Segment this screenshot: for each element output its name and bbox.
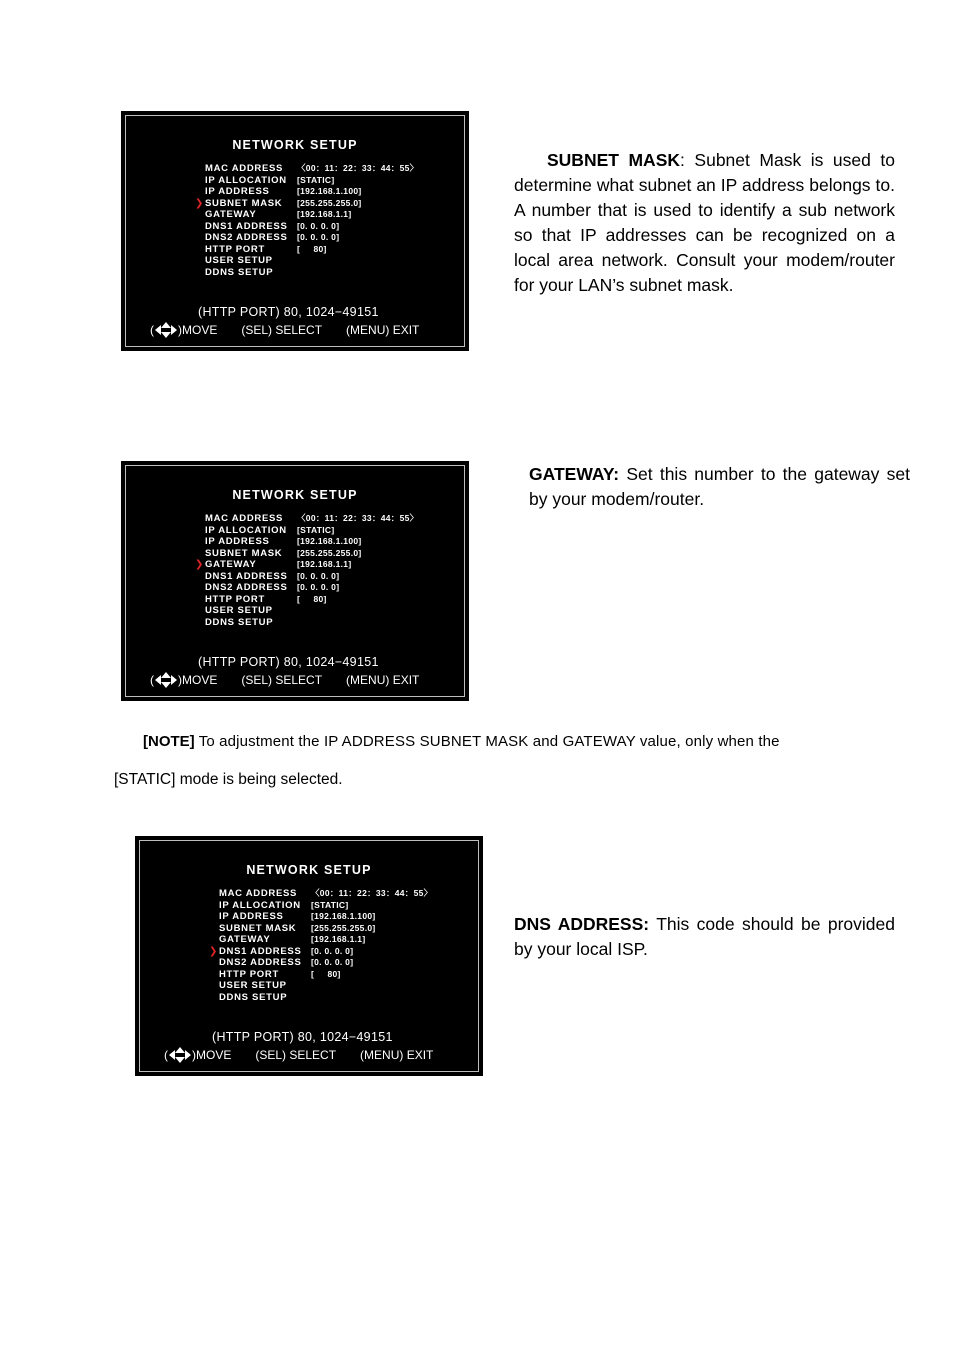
osd-menu-label: MAC ADDRESS xyxy=(205,163,284,174)
osd-menu-value: [255.255.255.0] xyxy=(297,547,362,558)
subnet-mask-term: SUBNET MASK xyxy=(547,150,681,170)
osd-menu-label: USER SETUP xyxy=(205,605,273,616)
osd-menu-label: IP ADDRESS xyxy=(219,911,284,922)
osd-footer-hints xyxy=(164,1047,457,1063)
dns-address-term: DNS ADDRESS: xyxy=(514,914,650,934)
osd-menu-label: IP ALLOCATION xyxy=(219,899,301,911)
osd-menu-value: [ 80] xyxy=(311,968,341,979)
osd-title: NETWORK SETUP xyxy=(232,488,358,502)
osd-menu-value: [192.168.1.1] xyxy=(297,559,352,569)
osd-http-port-range: (HTTP PORT) 80, 1024−49151 xyxy=(198,305,379,319)
osd-menu-label: DNS2 ADDRESS xyxy=(219,957,302,968)
direction-arrows-icon xyxy=(155,322,177,338)
osd-menu-label: HTTP PORT xyxy=(219,968,279,980)
osd-menu-label: DDNS SETUP xyxy=(205,616,274,628)
osd-menu-label: DNS2 ADDRESS xyxy=(205,582,288,593)
osd-menu-label: DDNS SETUP xyxy=(205,266,274,278)
move-hint: ( )MOVE xyxy=(164,1048,232,1062)
osd-footer-hints xyxy=(150,672,443,688)
osd-menu-value: [0. 0. 0. 0] xyxy=(297,570,340,581)
osd-http-port-range: (HTTP PORT) 80, 1024−49151 xyxy=(212,1030,393,1044)
note-line-2: [STATIC] mode is being selected. xyxy=(114,771,343,788)
osd-menu-label: IP ADDRESS xyxy=(205,536,270,547)
osd-menu-label: USER SETUP xyxy=(219,980,287,991)
osd-menu-value: [192.168.1.1] xyxy=(311,934,366,944)
exit-hint: (MENU) EXIT xyxy=(360,1048,434,1062)
move-hint: ( )MOVE xyxy=(150,673,218,687)
subnet-mask-description xyxy=(514,148,895,298)
exit-hint: (MENU) EXIT xyxy=(346,323,420,337)
note-line-2-block xyxy=(114,770,343,790)
move-hint-label: )MOVE xyxy=(192,1048,232,1062)
osd-menu-label: DNS1 ADDRESS xyxy=(205,570,288,582)
osd-menu-label: HTTP PORT xyxy=(205,593,265,605)
move-hint-label: )MOVE xyxy=(178,323,218,337)
osd-menu-label: SUBNET MASK xyxy=(219,922,297,934)
osd-menu-label: SUBNET MASK xyxy=(205,547,283,559)
osd-menu-label: DNS1 ADDRESS xyxy=(205,220,288,232)
exit-hint: (MENU) EXIT xyxy=(346,673,420,687)
select-hint: (SEL) SELECT xyxy=(241,323,323,337)
osd-http-port-range: (HTTP PORT) 80, 1024−49151 xyxy=(198,655,379,669)
osd-footer-hints xyxy=(150,322,443,338)
osd-menu-label: HTTP PORT xyxy=(205,243,265,255)
osd-menu-label: GATEWAY xyxy=(219,934,271,945)
gateway-term: GATEWAY: xyxy=(529,464,620,484)
osd-menu-label: DNS2 ADDRESS xyxy=(205,232,288,243)
osd-menu-label: DNS1 ADDRESS xyxy=(219,945,302,957)
osd-menu-value: [ 80] xyxy=(297,593,327,604)
selection-cursor-icon: ❯ xyxy=(209,945,218,957)
dns-address-text: This code should be provided by your local ISP. xyxy=(514,914,895,959)
osd-screenshot-gateway xyxy=(121,461,469,701)
note-line-1: To adjustment the IP ADDRESS SUBNET MASK and GATEWAY value, only when the xyxy=(194,733,780,750)
osd-menu-value: [STATIC] xyxy=(297,174,335,185)
osd-menu-value: [0. 0. 0. 0] xyxy=(297,582,340,592)
osd-menu-label: IP ALLOCATION xyxy=(205,524,287,536)
osd-menu-label: SUBNET MASK xyxy=(205,197,283,209)
osd-menu-value: [0. 0. 0. 0] xyxy=(297,232,340,242)
move-hint: ( )MOVE xyxy=(150,323,218,337)
osd-menu-value: [192.168.1.1] xyxy=(297,209,352,219)
osd-menu-value: [192.168.1.100] xyxy=(297,186,362,196)
osd-menu-label: USER SETUP xyxy=(205,255,273,266)
selection-cursor-icon: ❯ xyxy=(195,559,204,570)
dns-address-description xyxy=(514,912,895,962)
select-hint: (SEL) SELECT xyxy=(241,673,323,687)
osd-menu-value: [192.168.1.100] xyxy=(311,911,376,921)
osd-screenshot-subnet-mask xyxy=(121,111,469,351)
select-hint: (SEL) SELECT xyxy=(255,1048,337,1062)
osd-menu-label: IP ALLOCATION xyxy=(205,174,287,186)
osd-menu-value: 〈00：11：22：33：44：55〉 xyxy=(297,163,419,173)
osd-menu-value: [192.168.1.100] xyxy=(297,536,362,546)
osd-menu-value: [255.255.255.0] xyxy=(311,922,376,933)
osd-menu-value: [0. 0. 0. 0] xyxy=(311,945,354,956)
osd-title: NETWORK SETUP xyxy=(246,863,372,877)
osd-screenshot-dns-address xyxy=(135,836,483,1076)
subnet-mask-text: : Subnet Mask is used to determine what subnet an IP address belongs to. A number that is used to identify a sub network so that IP addresses can be recognized on a local area network. Consult your modem/router for your LAN’s subnet mask. xyxy=(514,150,895,295)
osd-menu-value: 〈00：11：22：33：44：55〉 xyxy=(311,888,433,898)
osd-title: NETWORK SETUP xyxy=(232,138,358,152)
note-paragraph xyxy=(143,732,903,752)
osd-menu-label: MAC ADDRESS xyxy=(219,888,298,899)
gateway-text: Set this number to the gateway set by your modem/router. xyxy=(529,464,910,509)
osd-menu-value: [ 80] xyxy=(297,243,327,254)
direction-arrows-icon xyxy=(169,1047,191,1063)
osd-menu-value: 〈00：11：22：33：44：55〉 xyxy=(297,513,419,523)
selection-cursor-icon: ❯ xyxy=(195,197,204,209)
osd-menu-value: [0. 0. 0. 0] xyxy=(297,220,340,231)
osd-menu-label: MAC ADDRESS xyxy=(205,513,284,524)
osd-menu-value: [0. 0. 0. 0] xyxy=(311,957,354,967)
osd-menu-value: [STATIC] xyxy=(311,899,349,910)
osd-menu-label: IP ADDRESS xyxy=(205,186,270,197)
osd-menu-label: GATEWAY xyxy=(205,559,257,570)
osd-menu-label: GATEWAY xyxy=(205,209,257,220)
osd-menu-label: DDNS SETUP xyxy=(219,991,288,1003)
move-hint-label: )MOVE xyxy=(178,673,218,687)
osd-menu-value: [255.255.255.0] xyxy=(297,197,362,208)
direction-arrows-icon xyxy=(155,672,177,688)
gateway-description xyxy=(529,462,910,512)
note-tag: [NOTE] xyxy=(143,733,195,750)
osd-menu-value: [STATIC] xyxy=(297,524,335,535)
